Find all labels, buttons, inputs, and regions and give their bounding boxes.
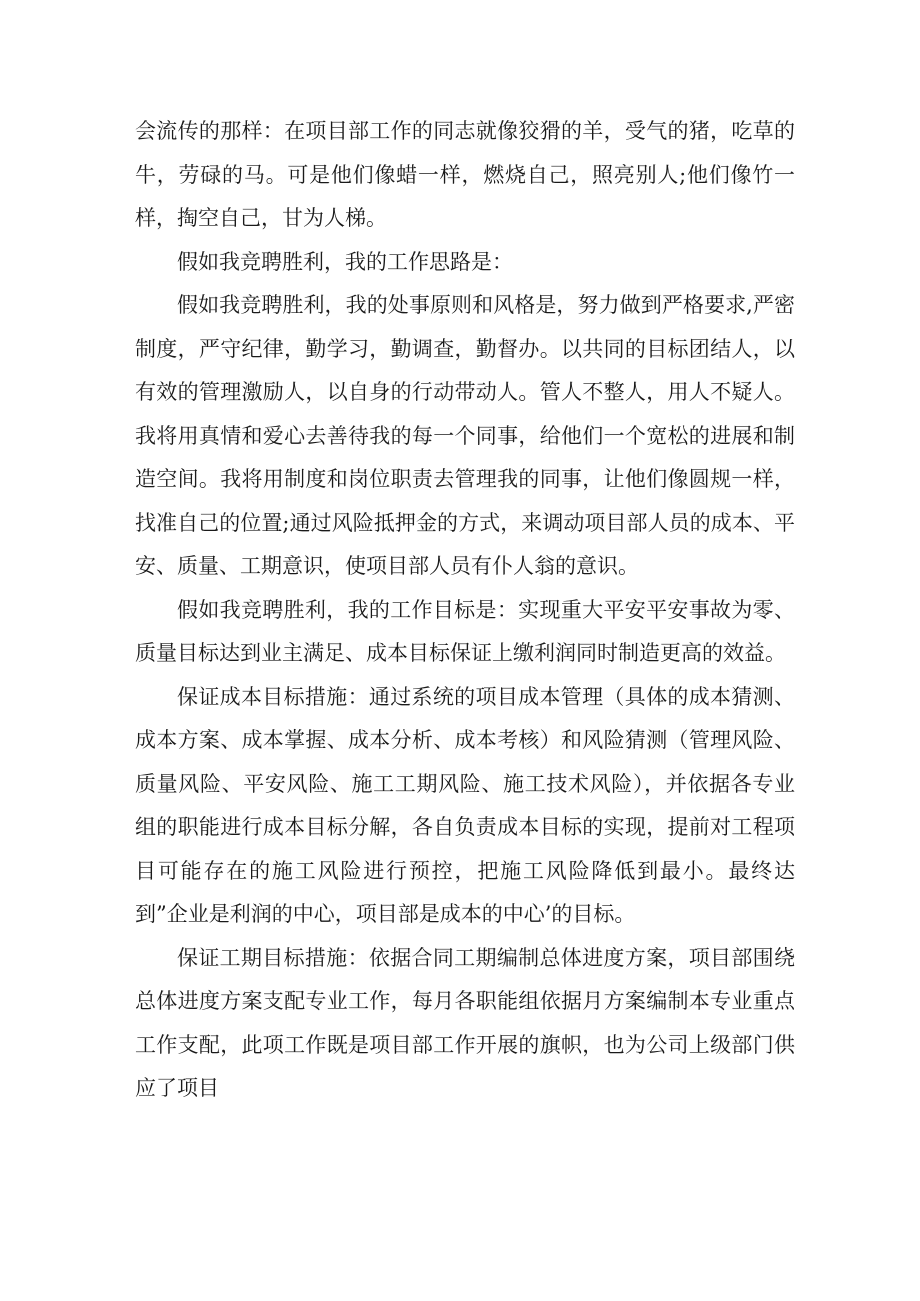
- paragraph-cost-measures: 保证成本目标措施：通过系统的项目成本管理（具体的成本猜测、成本方案、成本掌握、成本分析、成本考核）和风险猜测（管理风险、质量风险、平安风险、施工工期风险、施工技术风险），并依据各专业组的职能进行成本目标分解，各自负责成本目标的实现，提前对工程项目可能存在的施工风险进行预控，把施工风险降低到最小。最终达到”企业是利润的中心，项目部是成本的中心’的目标。: [135, 684, 795, 926]
- document-body: [135, 110, 795, 1111]
- paragraph-continuation: 会流传的那样：在项目部工作的同志就像狡猾的羊，受气的猪，吃草的牛，劳碌的马。可是他们像蜡一样，燃烧自己，照亮别人;他们像竹一样，掏空自己，甘为人梯。: [135, 119, 795, 230]
- paragraph-work-approach: 假如我竞聘胜利，我的工作思路是：: [177, 249, 513, 274]
- paragraph-schedule-measures: 保证工期目标措施：依据合同工期编制总体进度方案，项目部围绕总体进度方案支配专业工作，每月各职能组依据月方案编制本专业重点工作支配，此项工作既是项目部工作开展的旗帜，也为公司上级部门供应了项目: [135, 945, 795, 1100]
- paragraph-work-goals: 假如我竞聘胜利，我的工作目标是：实现重大平安平安事故为零、质量目标达到业主满足、成本目标保证上缴利润同时制造更高的效益。: [135, 597, 795, 665]
- paragraph-principles-style: 假如我竞聘胜利，我的处事原则和风格是，努力做到严格要求,严密制度，严守纪律，勤学习，勤调查，勤督办。以共同的目标团结人，以有效的管理激励人，以自身的行动带动人。管人不整人，用人不疑人。我将用真情和爱心去善待我的每一个同事，给他们一个宽松的进展和制造空间。我将用制度和岗位职责去管理我的同事，让他们像圆规一样，找准自己的位置;通过风险抵押金的方式，来调动项目部人员的成本、平安、质量、工期意识，使项目部人员有仆人翁的意识。: [135, 293, 795, 578]
